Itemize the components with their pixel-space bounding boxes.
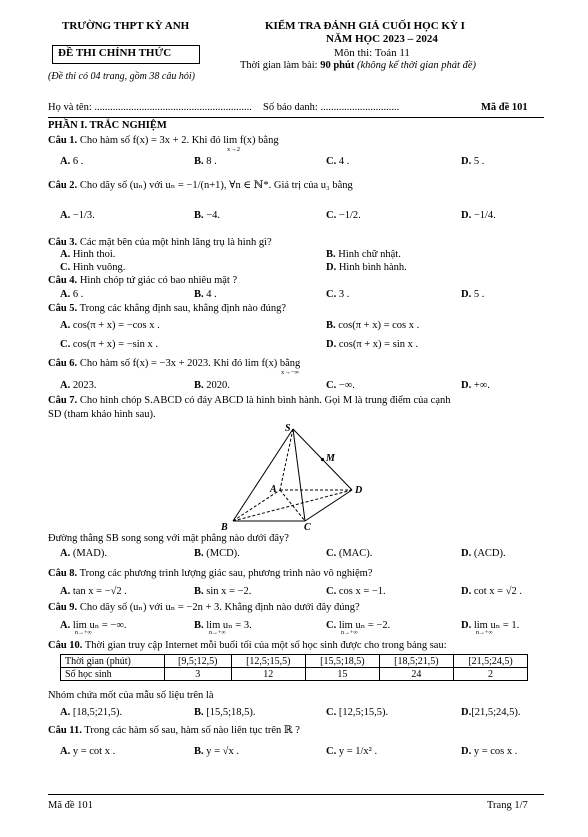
q11-option-c — [326, 746, 377, 757]
option-letter: C. — [326, 620, 337, 631]
table-cell: 12 — [231, 668, 305, 681]
option-letter: B. — [194, 289, 204, 300]
q5-option-d — [326, 339, 418, 350]
option-letter: C. — [326, 156, 337, 167]
page-number: Trang 1/7 — [487, 800, 528, 811]
option-text: +∞. — [473, 380, 490, 391]
q7-option-c — [326, 548, 372, 559]
option-letter: C. — [60, 262, 71, 273]
question-6 — [48, 358, 300, 369]
table-cell: [18,5;21,5) — [379, 655, 453, 668]
option-text: 5 . — [473, 156, 485, 167]
option-text: 2023. — [72, 380, 97, 391]
q2-option-d — [461, 210, 496, 221]
option-letter: D. — [461, 548, 472, 559]
q7-option-a — [60, 548, 107, 559]
q11-number: Câu 11. — [48, 725, 82, 736]
option-text: cos(π + x) = −cos x . — [72, 320, 160, 331]
option-text: cos(π + x) = −sin x . — [72, 339, 159, 350]
option-letter: B. — [194, 707, 204, 718]
option-text: 8 . — [206, 156, 217, 167]
frequency-table — [60, 654, 528, 681]
time-value: 90 phút — [320, 60, 355, 71]
q11-text: Trong các hàm số sau, hàm số nào liên tục trên ℝ ? — [84, 725, 300, 736]
option-text: Hình chữ nhật. — [338, 249, 401, 260]
option-text: cos x = −1. — [338, 586, 386, 597]
q4-option-d — [461, 289, 484, 300]
option-text: sin x = −2. — [206, 586, 252, 597]
vertex-s: S — [285, 423, 291, 434]
school-year: NĂM HỌC 2023 – 2024 — [326, 33, 438, 45]
option-letter: D. — [461, 380, 472, 391]
q7-text-2: SD (tham khảo hình sau). — [48, 409, 156, 420]
exam-code: Mã đề 101 — [481, 102, 528, 113]
option-letter: A. — [60, 620, 71, 631]
question-8 — [48, 568, 373, 579]
q8-number: Câu 8. — [48, 568, 78, 579]
q2-number: Câu 2. — [48, 180, 78, 191]
option-text: lim uₙ = 3. — [206, 620, 252, 631]
option-letter: A. — [60, 548, 71, 559]
option-letter: C. — [60, 339, 71, 350]
q1-option-c — [326, 156, 349, 167]
option-letter: C. — [326, 746, 337, 757]
option-text: (MAD). — [72, 548, 107, 559]
option-text: [12,5;15,5). — [338, 707, 389, 718]
q3-text: Các mặt bên của một hình lăng trụ là hình gì? — [79, 237, 272, 248]
q2-text: Cho dãy số (uₙ) với uₙ = −1/(n+1), ∀n ∈ ℕ*. Giá trị của u₃ bằng — [79, 180, 353, 191]
option-letter: D. — [461, 586, 472, 597]
option-letter: B. — [194, 746, 204, 757]
question-4 — [48, 275, 237, 286]
option-letter: D. — [326, 262, 337, 273]
option-letter: A. — [60, 380, 71, 391]
table-cell: [21,5;24,5) — [453, 655, 527, 668]
point-m: M — [326, 453, 335, 464]
option-letter: B. — [194, 210, 204, 221]
q9-number: Câu 9. — [48, 602, 78, 613]
subject: Môn thi: Toán 11 — [334, 47, 410, 59]
option-text: Hình thoi. — [72, 249, 116, 260]
option-text: 4 . — [338, 156, 350, 167]
table-cell: 24 — [379, 668, 453, 681]
q10-option-b — [194, 707, 256, 718]
option-text: 6 . — [72, 156, 84, 167]
question-1 — [48, 135, 279, 146]
option-text: cot x = √2 . — [473, 586, 522, 597]
table-cell: 15 — [305, 668, 379, 681]
option-text: (MCD). — [206, 548, 240, 559]
option-text: Hình bình hành. — [338, 262, 407, 273]
q9-option-c — [326, 619, 390, 631]
q1-option-a — [60, 156, 83, 167]
q8-option-c — [326, 586, 386, 597]
q3-option-c — [60, 262, 125, 273]
vertex-a: A — [270, 484, 277, 495]
option-letter: A. — [60, 156, 71, 167]
question-10 — [48, 640, 447, 651]
option-text: −1/3. — [72, 210, 95, 221]
option-text: y = √x . — [206, 746, 239, 757]
pages-note: (Đề thi có 04 trang, gồm 38 câu hỏi) — [48, 71, 195, 82]
q2-option-b — [194, 210, 220, 221]
section-title: PHẦN I. TRẮC NGHIỆM — [48, 120, 167, 131]
q1-number: Câu 1. — [48, 135, 78, 146]
table-header-cell: Số học sinh — [61, 668, 165, 681]
q8-option-b — [194, 586, 251, 597]
option-text: tan x = −√2 . — [72, 586, 127, 597]
q9-limit-sub-a: n→+∞ — [75, 630, 92, 636]
q6-option-d — [461, 380, 490, 391]
question-9 — [48, 601, 360, 613]
option-text: 3 . — [338, 289, 350, 300]
q6-number: Câu 6. — [48, 358, 78, 369]
q5-text: Trong các khẳng định sau, khẳng định nào đúng? — [79, 303, 286, 314]
question-2 — [48, 179, 353, 191]
question-11 — [48, 724, 300, 736]
q6-limit-subscript: x→−∞ — [281, 369, 300, 376]
q7-option-b — [194, 548, 240, 559]
option-letter: B. — [194, 586, 204, 597]
table-row — [61, 668, 528, 681]
option-text: cos(π + x) = sin x . — [338, 339, 419, 350]
question-7 — [48, 395, 450, 406]
q10-option-c — [326, 707, 388, 718]
option-text: y = cos x . — [473, 746, 518, 757]
option-letter: B. — [194, 156, 204, 167]
q10-after: Nhóm chứa mốt của mẫu số liệu trên là — [48, 690, 214, 701]
option-text: (MAC). — [338, 548, 373, 559]
option-letter: D. — [461, 210, 472, 221]
q7-number: Câu 7. — [48, 395, 78, 406]
q11-option-a — [60, 746, 115, 757]
q5-option-c — [60, 339, 158, 350]
q1-option-d — [461, 156, 484, 167]
q4-number: Câu 4. — [48, 275, 78, 286]
q7-option-d — [461, 548, 506, 559]
question-5 — [48, 303, 286, 314]
table-row — [61, 655, 528, 668]
option-text: 2020. — [206, 380, 230, 391]
option-letter: C. — [326, 586, 337, 597]
q1-text: Cho hàm số f(x) = 3x + 2. Khi đó lim f(x) bằng — [79, 135, 279, 146]
table-header-cell: Thời gian (phút) — [61, 655, 165, 668]
option-text: lim uₙ = −∞. — [72, 620, 127, 631]
option-text: lim uₙ = 1. — [473, 620, 520, 631]
q9-option-a — [60, 619, 126, 631]
option-letter: B. — [194, 548, 204, 559]
option-letter: D. — [326, 339, 337, 350]
option-letter: D. — [461, 156, 472, 167]
q3-option-a — [60, 249, 115, 260]
time-line — [240, 60, 476, 71]
option-text: −1/2. — [338, 210, 361, 221]
q6-text: Cho hàm số f(x) = −3x + 2023. Khi đó lim f(x) bằng — [79, 358, 301, 369]
option-letter: B. — [326, 320, 336, 331]
pyramid-figure — [215, 420, 375, 532]
q3-option-d — [326, 262, 407, 273]
option-text: Hình vuông. — [72, 262, 126, 273]
footer-divider — [48, 794, 544, 795]
option-letter: B. — [194, 380, 204, 391]
option-text: −∞. — [338, 380, 355, 391]
school-name: TRƯỜNG THPT KỲ ANH — [62, 20, 190, 32]
q4-option-b — [194, 289, 217, 300]
option-letter: D. — [461, 620, 472, 631]
q2-option-a — [60, 210, 95, 221]
option-text: [21,5;24,5). — [471, 707, 521, 718]
option-text: (ACD). — [473, 548, 506, 559]
q6-option-a — [60, 380, 96, 391]
option-letter: A. — [60, 210, 71, 221]
q5-option-a — [60, 320, 160, 331]
q10-text: Thời gian truy cập Internet mỗi buổi tối của một số học sinh được cho trong bảng sau: — [84, 640, 447, 651]
option-letter: C. — [326, 548, 337, 559]
option-letter: B. — [194, 620, 204, 631]
q8-option-d — [461, 586, 522, 597]
option-text: cos(π + x) = cos x . — [338, 320, 420, 331]
table-cell: [15,5;18,5) — [305, 655, 379, 668]
q11-option-b — [194, 746, 239, 757]
option-letter: D. — [461, 707, 472, 718]
q10-number: Câu 10. — [48, 640, 83, 651]
vertex-b: B — [221, 522, 228, 532]
option-text: [15,5;18,5). — [206, 707, 256, 718]
table-cell: 2 — [453, 668, 527, 681]
option-text: 5 . — [473, 289, 485, 300]
option-letter: A. — [60, 707, 71, 718]
q7-after: Đường thẳng SB song song với mặt phẳng nào dưới đây? — [48, 533, 289, 544]
option-text: −4. — [206, 210, 221, 221]
time-note: (không kể thời gian phát đề) — [356, 60, 477, 71]
footer-code: Mã đề 101 — [48, 800, 93, 811]
option-letter: D. — [461, 289, 472, 300]
question-3 — [48, 237, 272, 248]
option-letter: A. — [60, 586, 71, 597]
q9-text: Cho dãy số (uₙ) với uₙ = −2n + 3. Khẳng định nào dưới đây đúng? — [79, 602, 360, 613]
q3-number: Câu 3. — [48, 237, 78, 248]
q6-option-b — [194, 380, 230, 391]
q11-option-d — [461, 746, 517, 757]
vertex-d: D — [355, 485, 363, 496]
table-cell: [12,5;15,5) — [231, 655, 305, 668]
q10-option-a — [60, 707, 122, 718]
q6-option-c — [326, 380, 355, 391]
q9-limit-sub-d: n→+∞ — [476, 630, 493, 636]
option-letter: C. — [326, 289, 337, 300]
q5-number: Câu 5. — [48, 303, 78, 314]
option-text: y = cot x . — [72, 746, 116, 757]
option-text: −1/4. — [473, 210, 496, 221]
q4-text: Hình chóp tứ giác có bao nhiêu mặt ? — [79, 275, 238, 286]
q9-limit-sub-b: n→+∞ — [209, 630, 226, 636]
vertex-c: C — [304, 522, 311, 532]
q10-option-d — [461, 707, 521, 718]
option-letter: C. — [326, 210, 337, 221]
option-letter: C. — [326, 707, 337, 718]
table-cell: 3 — [164, 668, 231, 681]
option-text: 4 . — [206, 289, 217, 300]
student-id-field: Số báo danh: .............................. — [263, 102, 400, 113]
header-divider — [48, 117, 544, 118]
q4-option-c — [326, 289, 349, 300]
option-text: y = 1/x² . — [338, 746, 378, 757]
student-name-field: Họ và tên: ............................................................ — [48, 102, 252, 113]
option-text: 6 . — [72, 289, 84, 300]
time-label: Thời gian làm bài: — [240, 60, 318, 71]
option-letter: D. — [461, 746, 472, 757]
option-letter: B. — [326, 249, 336, 260]
option-letter: A. — [60, 249, 71, 260]
official-label: ĐỀ THI CHÍNH THỨC — [58, 47, 172, 59]
option-letter: A. — [60, 289, 71, 300]
q1-option-b — [194, 156, 217, 167]
table-cell: [9,5;12,5) — [164, 655, 231, 668]
option-text: [18,5;21,5). — [72, 707, 123, 718]
q5-option-b — [326, 320, 419, 331]
q8-text: Trong các phương trình lượng giác sau, phương trình nào vô nghiệm? — [79, 568, 373, 579]
q9-limit-sub-c: n→+∞ — [341, 630, 358, 636]
option-letter: A. — [60, 746, 71, 757]
option-letter: C. — [326, 380, 337, 391]
q8-option-a — [60, 586, 127, 597]
option-text: lim uₙ = −2. — [338, 620, 391, 631]
q1-limit-subscript: x→2 — [227, 146, 240, 153]
q2-option-c — [326, 210, 361, 221]
option-letter: A. — [60, 320, 71, 331]
q3-option-b — [326, 249, 401, 260]
q7-text-1: Cho hình chóp S.ABCD có đáy ABCD là hình bình hành. Gọi M là trung điểm của cạnh — [79, 395, 451, 406]
q4-option-a — [60, 289, 83, 300]
exam-title: KIỂM TRA ĐÁNH GIÁ CUỐI HỌC KỲ I — [265, 20, 465, 32]
